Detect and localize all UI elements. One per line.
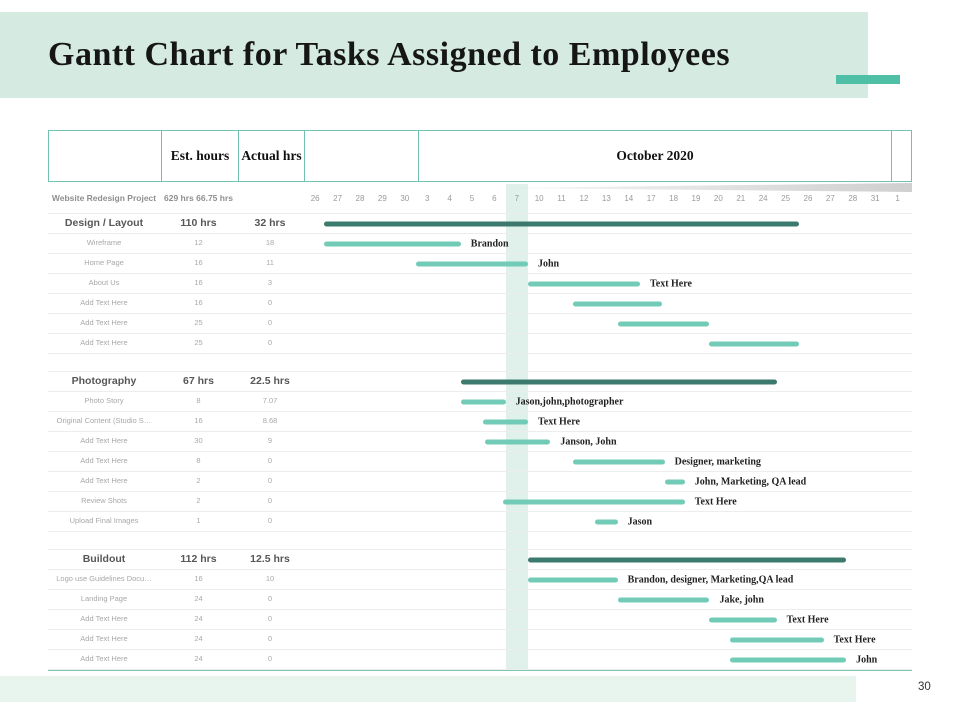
- actual-hrs-value: 0: [267, 654, 273, 664]
- page-title: Gantt Chart for Tasks Assigned to Employees: [48, 36, 731, 73]
- task-bar: [709, 341, 799, 346]
- est-hours-value: 12: [194, 238, 203, 248]
- header-spacer-3: [891, 131, 911, 181]
- gantt-body: [48, 214, 912, 670]
- gantt-row-chart: [303, 274, 912, 293]
- task-row: [48, 630, 912, 650]
- gantt-row-chart: [303, 432, 912, 451]
- actual-hrs-value: 0: [267, 496, 273, 506]
- est-hours-value: 2: [196, 496, 201, 506]
- date-cell: 31: [870, 193, 880, 203]
- task-row: [48, 452, 912, 472]
- task-row: [48, 254, 912, 274]
- task-bar: [573, 301, 663, 306]
- task-bar: [485, 439, 550, 444]
- date-cell: 17: [646, 193, 656, 203]
- date-cell: 26: [310, 193, 320, 203]
- task-name: Add Text Here: [80, 318, 128, 328]
- est-hours-value: 16: [194, 298, 203, 308]
- task-name: Add Text Here: [80, 654, 128, 664]
- task-row: [48, 650, 912, 670]
- task-row: [48, 314, 912, 334]
- bar-label: Jake, john: [719, 594, 764, 605]
- actual-hrs-value: 0: [267, 338, 273, 348]
- actual-hrs-value: 0: [267, 516, 273, 526]
- est-hours-value: 16: [194, 416, 203, 426]
- gantt-row-chart: [303, 234, 912, 253]
- task-name: Add Text Here: [80, 298, 128, 308]
- est-hours-value: 24: [194, 594, 203, 604]
- actual-hrs-value: 9: [267, 436, 273, 446]
- bar-label: Text Here: [833, 634, 876, 645]
- section-row: [48, 372, 912, 392]
- task-row: [48, 570, 912, 590]
- task-row: [48, 294, 912, 314]
- gantt-row-chart: [303, 452, 912, 471]
- est-hours-value: 25: [194, 318, 203, 328]
- task-name: Add Text Here: [80, 456, 128, 466]
- task-row: [48, 610, 912, 630]
- bar-label: Jason: [627, 516, 653, 527]
- actual-hrs-value: 0: [267, 298, 273, 308]
- actual-hrs-value: 8.68: [262, 416, 278, 426]
- gantt-row-chart: [303, 512, 912, 531]
- task-bar: [416, 261, 528, 266]
- date-cell: 11: [557, 193, 566, 203]
- actual-hrs-value: 0: [267, 456, 273, 466]
- actual-hrs-value: 11: [266, 258, 274, 268]
- page-number: 30: [918, 681, 931, 693]
- task-bar: [709, 617, 776, 622]
- task-name: Add Text Here: [80, 614, 128, 624]
- gantt-row-chart: [303, 550, 912, 569]
- date-cell: 27: [333, 193, 343, 203]
- est-hours-value: 30: [194, 436, 203, 446]
- task-name: Logo use Guidelines Docu…: [56, 574, 152, 584]
- date-cell: 30: [400, 193, 410, 203]
- gantt-row-chart: [303, 294, 912, 313]
- actual-hrs-value: 0: [267, 614, 273, 624]
- task-bar: [618, 321, 710, 326]
- date-cell: 7: [514, 193, 520, 203]
- task-row: [48, 472, 912, 492]
- bar-label: Brandon, designer, Marketing,QA lead: [627, 574, 794, 585]
- gantt-row-chart: [303, 214, 912, 233]
- est-hours-value: 8: [196, 396, 201, 406]
- gantt-row-chart: [303, 314, 912, 333]
- task-bar: [665, 479, 685, 484]
- table-bottom-border: [48, 670, 912, 671]
- task-row: [48, 234, 912, 254]
- project-est-hours: 629 hrs 66.75 hrs: [164, 192, 233, 203]
- task-name: Landing Page: [80, 594, 128, 604]
- actual-hrs-value: 0: [267, 318, 273, 328]
- est-hours-value: 24: [194, 614, 203, 624]
- title-accent-bar: [836, 75, 900, 84]
- date-cell: 4: [447, 193, 452, 203]
- task-name: Upload Final Images: [69, 516, 139, 526]
- task-bar: [503, 499, 684, 504]
- bar-label: Text Here: [786, 614, 829, 625]
- est-hours-value: 2: [196, 476, 201, 486]
- task-row: [48, 392, 912, 412]
- header-spacer-2: [304, 131, 418, 181]
- est-hours-value: 16: [194, 574, 203, 584]
- date-cell: 10: [534, 193, 544, 203]
- task-name: Add Text Here: [80, 476, 128, 486]
- gantt-table-header: [48, 130, 912, 182]
- est-hours-value: 24: [194, 634, 203, 644]
- bar-label: Jason,john,photographer: [515, 396, 624, 407]
- bar-label: Text Here: [538, 416, 580, 427]
- task-name: Add Text Here: [80, 634, 128, 644]
- task-name: Photo Story: [84, 396, 124, 406]
- month-header: October 2020: [418, 131, 891, 181]
- summary-bar: [528, 557, 846, 562]
- task-row: [48, 274, 912, 294]
- est-hours-value: 110 hrs: [180, 217, 217, 230]
- gantt-row-chart: [303, 630, 912, 649]
- est-hours-value: 16: [194, 258, 203, 268]
- date-cell: 27: [825, 193, 835, 203]
- bar-label: Designer, marketing: [674, 456, 761, 467]
- section-name: Design / Layout: [64, 217, 144, 230]
- date-cell: 3: [424, 193, 430, 203]
- task-name: Add Text Here: [80, 338, 128, 348]
- date-cell: 21: [736, 193, 746, 203]
- bar-label: Text Here: [650, 278, 692, 289]
- section-gap: [48, 532, 912, 550]
- project-row: [48, 183, 912, 214]
- actual-hrs-value: 22.5 hrs: [250, 375, 290, 388]
- task-row: [48, 492, 912, 512]
- gantt-row-chart: [303, 472, 912, 491]
- date-cell: 29: [377, 193, 387, 203]
- title-band: [0, 12, 868, 98]
- task-bar: [573, 459, 665, 464]
- task-row: [48, 432, 912, 452]
- date-cell: 12: [579, 193, 589, 203]
- actual-hrs-value: 32 hrs: [254, 217, 286, 230]
- section-row: [48, 550, 912, 570]
- est-hours-header: Est. hours: [161, 131, 238, 181]
- est-hours-value: 16: [194, 278, 203, 288]
- est-hours-value: 112 hrs: [180, 553, 217, 566]
- date-cell: 24: [758, 193, 768, 203]
- task-bar: [461, 399, 506, 404]
- task-row: [48, 334, 912, 354]
- actual-hrs-value: 0: [267, 634, 273, 644]
- date-cell: 19: [691, 193, 701, 203]
- task-row: [48, 590, 912, 610]
- actual-hrs-value: 0: [267, 476, 273, 486]
- gantt-row-chart: [303, 392, 912, 411]
- bar-label: John, Marketing, QA lead: [694, 476, 807, 487]
- task-bar: [528, 577, 618, 582]
- gantt-row-chart: [303, 254, 912, 273]
- task-name: Add Text Here: [80, 436, 128, 446]
- actual-hrs-value: 0: [267, 594, 273, 604]
- header-spacer: [49, 131, 161, 181]
- task-row: [48, 412, 912, 432]
- section-gap: [48, 354, 912, 372]
- actual-hrs-value: 12.5 hrs: [250, 553, 290, 566]
- task-bar: [528, 281, 640, 286]
- bar-label: Brandon: [470, 238, 509, 249]
- actual-hrs-value: 7.07: [262, 396, 278, 406]
- task-bar: [730, 657, 846, 662]
- bar-label: John: [856, 654, 878, 665]
- section-row: [48, 214, 912, 234]
- actual-hrs-value: 3: [267, 278, 273, 288]
- date-cell: 20: [713, 193, 723, 203]
- task-row: [48, 512, 912, 532]
- est-hours-value: 67 hrs: [183, 375, 214, 388]
- date-cell: 28: [355, 193, 365, 203]
- date-cell: 1: [895, 193, 900, 203]
- gantt-row-chart: [303, 372, 912, 391]
- est-hours-value: 25: [194, 338, 203, 348]
- task-name: Original Content (Studio S…: [56, 416, 152, 426]
- bar-label: Text Here: [694, 496, 737, 507]
- date-axis: [303, 183, 912, 213]
- task-name: About Us: [88, 278, 120, 288]
- actual-hrs-header: Actual hrs: [238, 131, 304, 181]
- actual-hrs-value: 10: [265, 574, 275, 584]
- gantt-row-chart: [303, 412, 912, 431]
- date-cell: 18: [669, 193, 679, 203]
- gantt-row-chart: [303, 610, 912, 629]
- date-cell: 28: [848, 193, 858, 203]
- gantt-row-chart: [303, 590, 912, 609]
- est-hours-value: 1: [196, 516, 201, 526]
- task-bar: [483, 419, 528, 424]
- task-name: Home Page: [84, 258, 124, 268]
- summary-bar: [324, 221, 799, 226]
- task-bar: [595, 519, 617, 524]
- gantt-row-chart: [303, 492, 912, 511]
- date-cell: 25: [781, 193, 791, 203]
- bar-label: John: [538, 258, 560, 269]
- actual-hrs-value: 18: [265, 238, 275, 248]
- gantt-row-chart: [303, 334, 912, 353]
- date-cell: 26: [803, 193, 813, 203]
- summary-bar: [461, 379, 777, 384]
- date-cell: 13: [601, 193, 611, 203]
- task-bar: [730, 637, 824, 642]
- date-cell: 5: [469, 193, 475, 203]
- project-name: Website Redesign Project: [51, 192, 157, 203]
- section-name: Buildout: [82, 553, 126, 566]
- task-bar: [324, 241, 461, 246]
- task-name: Review Shots: [81, 496, 127, 506]
- task-name: Wireframe: [86, 238, 122, 248]
- section-name: Photography: [71, 375, 137, 388]
- date-cell: 6: [492, 193, 497, 203]
- task-bar: [618, 597, 710, 602]
- bar-label: Janson, John: [560, 436, 617, 447]
- project-actual-hrs: [237, 183, 303, 213]
- date-cell: 14: [624, 193, 634, 203]
- gantt-row-chart: [303, 650, 912, 669]
- est-hours-value: 24: [194, 654, 203, 664]
- footer-band: [0, 676, 856, 702]
- est-hours-value: 8: [196, 456, 201, 466]
- gantt-row-chart: [303, 570, 912, 589]
